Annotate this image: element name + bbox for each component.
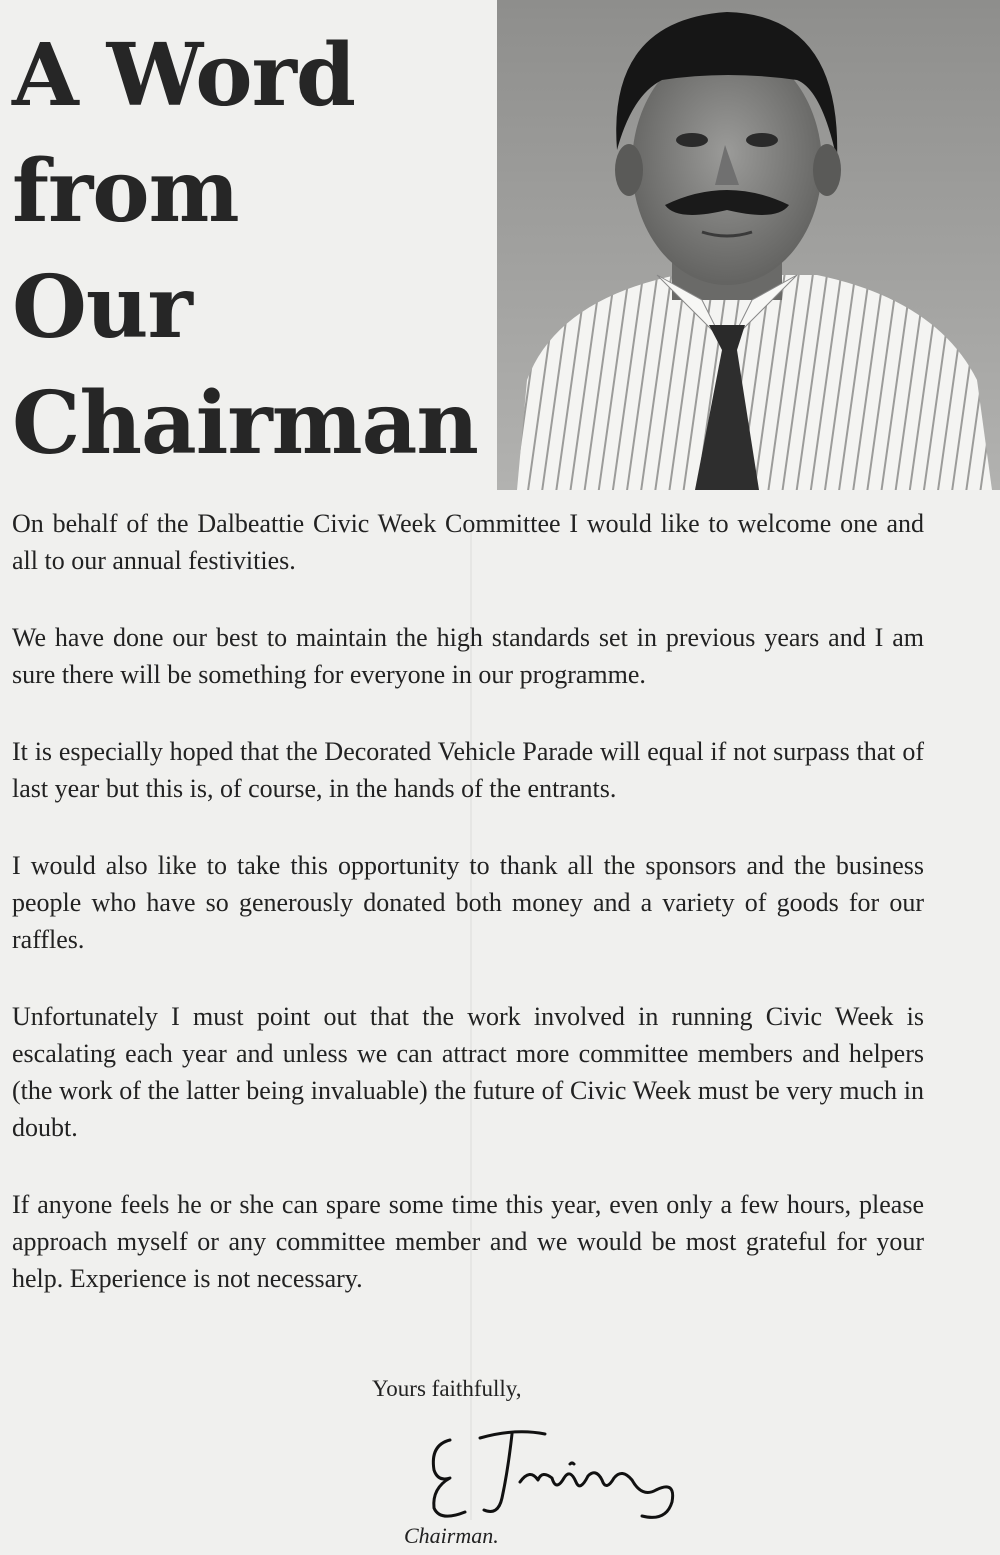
headline-line-4: Chairman	[12, 373, 478, 474]
article-headline	[12, 18, 478, 482]
letter-paragraph-6: If anyone feels he or she can spare some time this year, even only a few hours, please approach myself or any committee member and we would be most grateful for your help. Experience is not necessary.	[12, 1190, 924, 1293]
letter-closing: Yours faithfully,	[372, 1376, 522, 1401]
letter-paragraph-5: Unfortunately I must point out that the work involved in running Civic Week is escalating each year and unless we can attract more committee members and helpers (the work of the latter being invaluable) the future of Civic Week must be very much in doubt.	[12, 1002, 924, 1142]
handwritten-signature-icon	[420, 1420, 690, 1530]
chairman-portrait-icon	[497, 0, 1000, 490]
headline-line-3: Our	[12, 257, 192, 358]
headline-line-1: A Word	[12, 25, 356, 126]
headline-line-2: from	[12, 141, 239, 242]
letter-paragraph-1: On behalf of the Dalbeattie Civic Week Committee I would like to welcome one and all to our annual festivities.	[12, 509, 924, 575]
letter-paragraph-2: We have done our best to maintain the high standards set in previous years and I am sure there will be something for everyone in our programme.	[12, 623, 924, 689]
chairman-photo	[497, 0, 1000, 490]
letter-body	[12, 505, 924, 1337]
signatory-role: Chairman.	[404, 1523, 499, 1548]
letter-paragraph-3: It is especially hoped that the Decorated Vehicle Parade will equal if not surpass that of last year but this is, of course, in the hands of the entrants.	[12, 737, 924, 803]
letter-paragraph-4: I would also like to take this opportunity to thank all the sponsors and the business people who have so generously donated both money and a variety of goods for our raffles.	[12, 851, 924, 954]
